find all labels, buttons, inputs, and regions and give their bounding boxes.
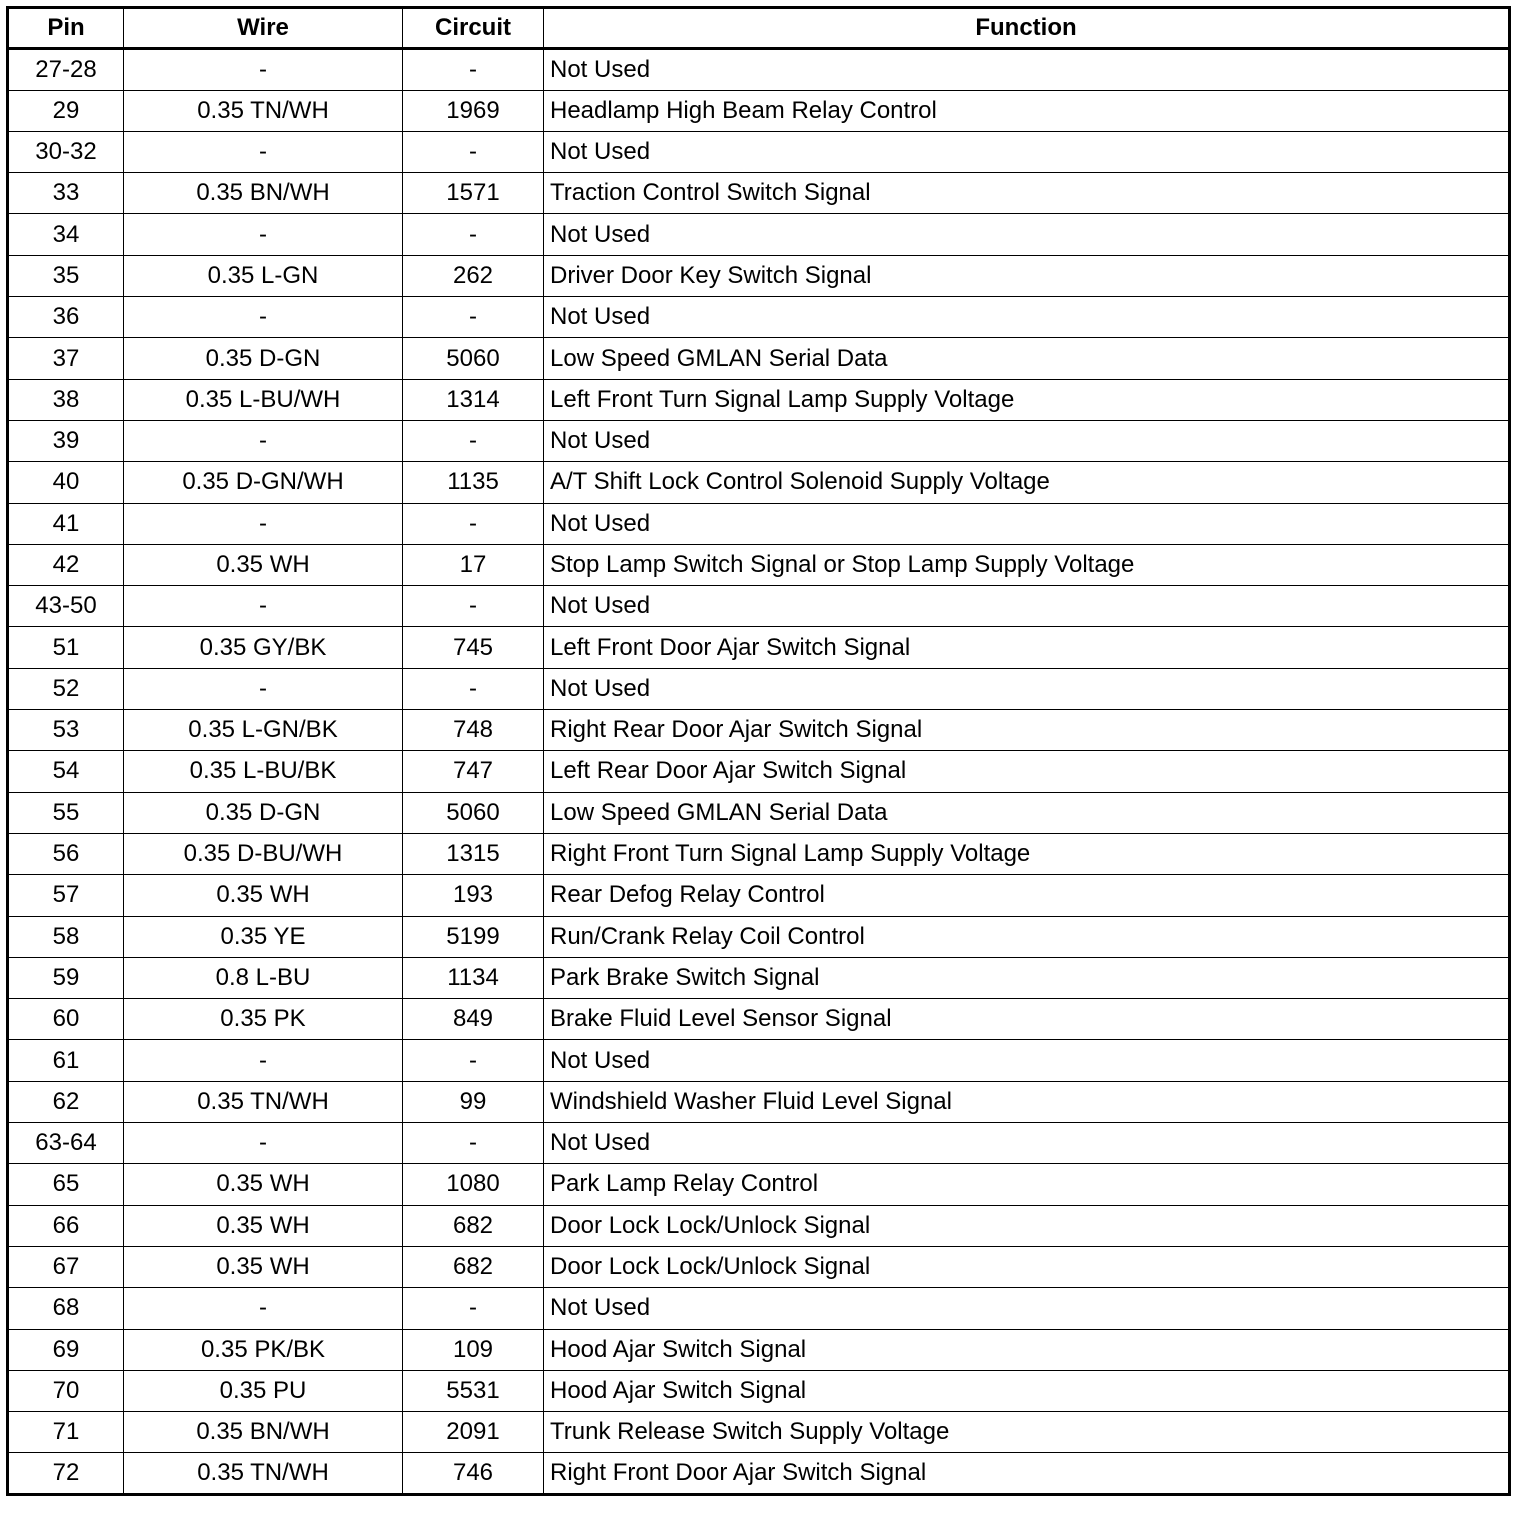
cell-pin: 53 (8, 710, 124, 751)
cell-function: Rear Defog Relay Control (544, 875, 1510, 916)
cell-circuit: 682 (403, 1246, 544, 1287)
table-row (8, 1081, 1510, 1122)
table-row (8, 462, 1510, 503)
cell-wire: 0.35 D-GN (124, 792, 403, 833)
cell-circuit: 1571 (403, 173, 544, 214)
cell-pin: 29 (8, 90, 124, 131)
cell-circuit: 745 (403, 627, 544, 668)
cell-circuit: 5060 (403, 338, 544, 379)
cell-circuit: - (403, 49, 544, 90)
cell-wire: 0.35 TN/WH (124, 90, 403, 131)
cell-circuit: 747 (403, 751, 544, 792)
cell-circuit: 5199 (403, 916, 544, 957)
cell-circuit: 746 (403, 1453, 544, 1494)
table-row (8, 751, 1510, 792)
cell-wire: 0.35 TN/WH (124, 1081, 403, 1122)
cell-wire: - (124, 1040, 403, 1081)
table-row (8, 1412, 1510, 1453)
cell-function: Headlamp High Beam Relay Control (544, 90, 1510, 131)
cell-wire: 0.35 WH (124, 875, 403, 916)
cell-wire: 0.35 WH (124, 1205, 403, 1246)
cell-function: Not Used (544, 503, 1510, 544)
cell-pin: 67 (8, 1246, 124, 1287)
cell-function: A/T Shift Lock Control Solenoid Supply Voltage (544, 462, 1510, 503)
cell-pin: 33 (8, 173, 124, 214)
cell-wire: 0.8 L-BU (124, 957, 403, 998)
cell-pin: 62 (8, 1081, 124, 1122)
cell-circuit: 682 (403, 1205, 544, 1246)
cell-wire: 0.35 L-GN (124, 255, 403, 296)
cell-function: Not Used (544, 49, 1510, 90)
table-row (8, 792, 1510, 833)
cell-circuit: 748 (403, 710, 544, 751)
cell-circuit: 5531 (403, 1370, 544, 1411)
cell-pin: 51 (8, 627, 124, 668)
header-function: Function (544, 8, 1510, 49)
cell-function: Not Used (544, 297, 1510, 338)
cell-function: Right Front Turn Signal Lamp Supply Voltage (544, 833, 1510, 874)
table-row (8, 1040, 1510, 1081)
cell-circuit: 1080 (403, 1164, 544, 1205)
cell-pin: 43-50 (8, 586, 124, 627)
cell-wire: 0.35 D-GN (124, 338, 403, 379)
table-row (8, 544, 1510, 585)
cell-wire: - (124, 297, 403, 338)
cell-circuit: 17 (403, 544, 544, 585)
header-row (8, 8, 1510, 49)
table-row (8, 1288, 1510, 1329)
cell-function: Hood Ajar Switch Signal (544, 1329, 1510, 1370)
cell-function: Left Front Door Ajar Switch Signal (544, 627, 1510, 668)
table-row (8, 710, 1510, 751)
cell-pin: 60 (8, 999, 124, 1040)
cell-function: Right Rear Door Ajar Switch Signal (544, 710, 1510, 751)
cell-function: Right Front Door Ajar Switch Signal (544, 1453, 1510, 1494)
cell-circuit: - (403, 1123, 544, 1164)
cell-pin: 63-64 (8, 1123, 124, 1164)
cell-pin: 40 (8, 462, 124, 503)
cell-circuit: - (403, 1288, 544, 1329)
table-row (8, 586, 1510, 627)
table-row (8, 916, 1510, 957)
table-row (8, 297, 1510, 338)
cell-pin: 59 (8, 957, 124, 998)
cell-wire: 0.35 PK/BK (124, 1329, 403, 1370)
cell-function: Left Front Turn Signal Lamp Supply Voltage (544, 379, 1510, 420)
cell-pin: 38 (8, 379, 124, 420)
cell-pin: 71 (8, 1412, 124, 1453)
cell-circuit: - (403, 297, 544, 338)
cell-wire: 0.35 BN/WH (124, 1412, 403, 1453)
table-row (8, 833, 1510, 874)
cell-function: Low Speed GMLAN Serial Data (544, 338, 1510, 379)
cell-circuit: 99 (403, 1081, 544, 1122)
cell-wire: - (124, 668, 403, 709)
connector-pinout-table (6, 6, 1511, 1496)
cell-function: Hood Ajar Switch Signal (544, 1370, 1510, 1411)
cell-function: Brake Fluid Level Sensor Signal (544, 999, 1510, 1040)
cell-function: Windshield Washer Fluid Level Signal (544, 1081, 1510, 1122)
table-row (8, 1164, 1510, 1205)
cell-pin: 30-32 (8, 131, 124, 172)
cell-pin: 56 (8, 833, 124, 874)
cell-wire: 0.35 L-BU/BK (124, 751, 403, 792)
cell-pin: 66 (8, 1205, 124, 1246)
cell-wire: - (124, 49, 403, 90)
cell-function: Not Used (544, 1123, 1510, 1164)
table-row (8, 503, 1510, 544)
cell-function: Not Used (544, 1040, 1510, 1081)
cell-function: Door Lock Lock/Unlock Signal (544, 1205, 1510, 1246)
table-row (8, 875, 1510, 916)
header-wire: Wire (124, 8, 403, 49)
cell-pin: 61 (8, 1040, 124, 1081)
cell-function: Traction Control Switch Signal (544, 173, 1510, 214)
cell-circuit: 1969 (403, 90, 544, 131)
cell-wire: - (124, 214, 403, 255)
cell-function: Trunk Release Switch Supply Voltage (544, 1412, 1510, 1453)
cell-pin: 57 (8, 875, 124, 916)
table-row (8, 49, 1510, 90)
cell-pin: 54 (8, 751, 124, 792)
cell-circuit: - (403, 668, 544, 709)
cell-pin: 37 (8, 338, 124, 379)
cell-wire: - (124, 586, 403, 627)
cell-pin: 58 (8, 916, 124, 957)
table-row (8, 999, 1510, 1040)
table-row (8, 420, 1510, 461)
cell-pin: 65 (8, 1164, 124, 1205)
cell-pin: 27-28 (8, 49, 124, 90)
table-row (8, 1123, 1510, 1164)
cell-circuit: - (403, 503, 544, 544)
table-row (8, 668, 1510, 709)
cell-wire: 0.35 D-BU/WH (124, 833, 403, 874)
cell-wire: - (124, 503, 403, 544)
cell-pin: 36 (8, 297, 124, 338)
table-row (8, 255, 1510, 296)
cell-function: Not Used (544, 214, 1510, 255)
cell-wire: 0.35 WH (124, 1246, 403, 1287)
table-row (8, 627, 1510, 668)
cell-circuit: - (403, 214, 544, 255)
cell-circuit: 5060 (403, 792, 544, 833)
cell-wire: - (124, 131, 403, 172)
cell-wire: - (124, 1123, 403, 1164)
cell-pin: 72 (8, 1453, 124, 1494)
cell-circuit: 849 (403, 999, 544, 1040)
cell-wire: 0.35 TN/WH (124, 1453, 403, 1494)
table-row (8, 1370, 1510, 1411)
cell-function: Not Used (544, 668, 1510, 709)
cell-function: Left Rear Door Ajar Switch Signal (544, 751, 1510, 792)
cell-wire: 0.35 WH (124, 1164, 403, 1205)
header-pin: Pin (8, 8, 124, 49)
cell-function: Run/Crank Relay Coil Control (544, 916, 1510, 957)
cell-wire: 0.35 BN/WH (124, 173, 403, 214)
table-row (8, 214, 1510, 255)
table-row (8, 1205, 1510, 1246)
cell-pin: 55 (8, 792, 124, 833)
cell-wire: 0.35 D-GN/WH (124, 462, 403, 503)
table-row (8, 90, 1510, 131)
cell-circuit: 1315 (403, 833, 544, 874)
cell-circuit: - (403, 1040, 544, 1081)
cell-function: Not Used (544, 586, 1510, 627)
cell-pin: 52 (8, 668, 124, 709)
cell-wire: - (124, 420, 403, 461)
cell-pin: 69 (8, 1329, 124, 1370)
table-row (8, 1453, 1510, 1494)
cell-function: Door Lock Lock/Unlock Signal (544, 1246, 1510, 1287)
cell-wire: 0.35 WH (124, 544, 403, 585)
cell-function: Park Lamp Relay Control (544, 1164, 1510, 1205)
table-row (8, 131, 1510, 172)
cell-function: Not Used (544, 131, 1510, 172)
cell-circuit: - (403, 586, 544, 627)
table-row (8, 379, 1510, 420)
cell-circuit: 262 (403, 255, 544, 296)
table-row (8, 1246, 1510, 1287)
cell-wire: 0.35 YE (124, 916, 403, 957)
cell-function: Low Speed GMLAN Serial Data (544, 792, 1510, 833)
cell-wire: 0.35 L-BU/WH (124, 379, 403, 420)
cell-wire: 0.35 L-GN/BK (124, 710, 403, 751)
cell-circuit: - (403, 131, 544, 172)
table-row (8, 957, 1510, 998)
cell-wire: 0.35 PU (124, 1370, 403, 1411)
cell-pin: 39 (8, 420, 124, 461)
cell-function: Not Used (544, 420, 1510, 461)
cell-circuit: 1135 (403, 462, 544, 503)
cell-function: Not Used (544, 1288, 1510, 1329)
cell-pin: 42 (8, 544, 124, 585)
cell-pin: 34 (8, 214, 124, 255)
cell-pin: 70 (8, 1370, 124, 1411)
cell-circuit: 2091 (403, 1412, 544, 1453)
cell-circuit: - (403, 420, 544, 461)
cell-wire: 0.35 GY/BK (124, 627, 403, 668)
cell-circuit: 1134 (403, 957, 544, 998)
table-row (8, 338, 1510, 379)
table-header (8, 8, 1510, 49)
cell-pin: 41 (8, 503, 124, 544)
cell-circuit: 193 (403, 875, 544, 916)
cell-circuit: 109 (403, 1329, 544, 1370)
cell-wire: - (124, 1288, 403, 1329)
cell-pin: 68 (8, 1288, 124, 1329)
header-circuit: Circuit (403, 8, 544, 49)
table-body (8, 49, 1510, 1494)
cell-circuit: 1314 (403, 379, 544, 420)
table-row (8, 1329, 1510, 1370)
cell-function: Park Brake Switch Signal (544, 957, 1510, 998)
cell-wire: 0.35 PK (124, 999, 403, 1040)
cell-function: Stop Lamp Switch Signal or Stop Lamp Supply Voltage (544, 544, 1510, 585)
table-row (8, 173, 1510, 214)
cell-function: Driver Door Key Switch Signal (544, 255, 1510, 296)
cell-pin: 35 (8, 255, 124, 296)
